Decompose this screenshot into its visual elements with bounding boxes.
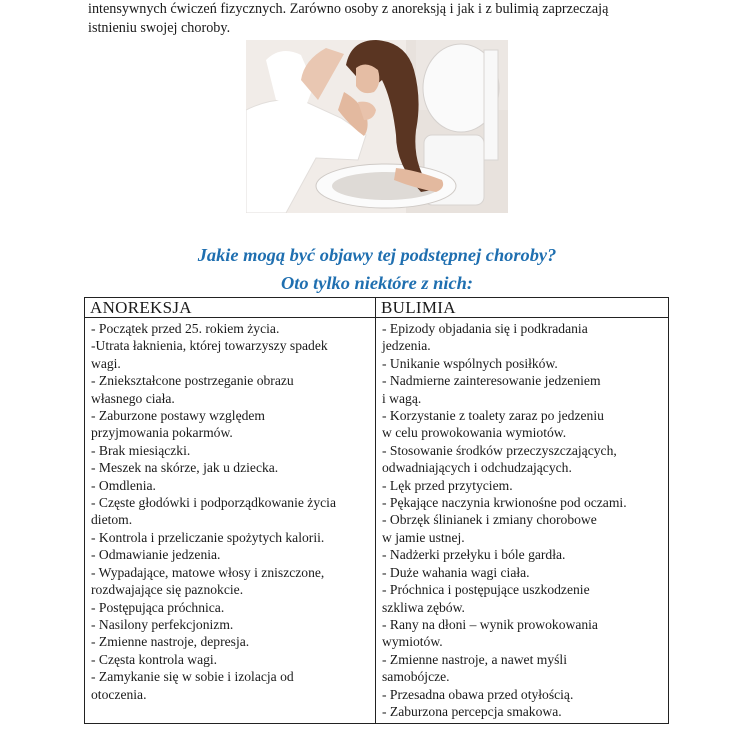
bulimia-symptom-line: w jamie ustnej. <box>382 529 465 545</box>
bulimia-symptom-line: w celu prowokowania wymiotów. <box>382 425 567 441</box>
anoreksja-symptom-line: - Kontrola i przeliczanie spożytych kalorii. <box>91 529 325 545</box>
anoreksja-symptom-line: otoczenia. <box>91 686 147 702</box>
bulimia-symptom-line: - Zaburzona percepcja smakowa. <box>382 703 562 719</box>
symptoms-table <box>84 297 669 724</box>
table-row <box>85 318 669 724</box>
anoreksja-symptom-line: - Wypadające, matowe włosy i zniszczone, <box>91 564 325 580</box>
anoreksja-symptom-line: - Zamykanie się w sobie i izolacja od <box>91 669 294 685</box>
symptoms-heading-line-2: Oto tylko niektóre z nich: <box>280 273 474 293</box>
anoreksja-symptom-line: - Nasilony perfekcjonizm. <box>91 616 234 632</box>
anoreksja-symptom-line: własnego ciała. <box>91 390 175 406</box>
anoreksja-symptom-line: dietom. <box>91 512 133 528</box>
bulimia-symptom-line: - Próchnica i postępujące uszkodzenie <box>382 582 590 598</box>
bulimia-symptom-line: jedzenia. <box>382 338 431 354</box>
anoreksja-symptom-line: - Meszek na skórze, jak u dziecka. <box>91 460 279 476</box>
column-header-anoreksja: ANOREKSJA <box>85 298 376 318</box>
bulimia-symptom-line: i wagą. <box>382 390 422 406</box>
bulimia-symptom-line: odwadniających i odchudzających. <box>382 460 572 476</box>
table-header-row <box>85 298 669 318</box>
anoreksja-symptom-line: - Zaburzone postawy względem <box>91 408 266 424</box>
anoreksja-symptom-line: - Brak miesiączki. <box>91 442 191 458</box>
anoreksja-symptom-line: - Postępująca próchnica. <box>91 599 225 615</box>
intro-paragraph <box>88 0 688 38</box>
anoreksja-symptom-line: przyjmowania pokarmów. <box>91 425 233 441</box>
bulimia-symptom-line: - Epizody objadania się i podkradania <box>382 321 588 336</box>
bulimia-symptom-line: - Rany na dłoni – wynik prowokowania <box>382 616 598 632</box>
bulimia-symptom-line: - Nadmierne zainteresowanie jedzeniem <box>382 373 601 389</box>
anoreksja-symptom-line: wagi. <box>91 355 121 371</box>
anoreksja-symptoms-cell <box>85 318 376 724</box>
anoreksja-symptom-line: - Odmawianie jedzenia. <box>91 547 221 563</box>
anoreksja-symptom-line: rozdwajające się paznokcie. <box>91 582 244 598</box>
anoreksja-symptom-line: - Początek przed 25. rokiem życia. <box>91 321 280 336</box>
symptoms-heading-line-1: Jakie mogą być objawy tej podstępnej choroby? <box>197 245 557 265</box>
bulimia-symptom-line: - Obrzęk ślinianek i zmiany chorobowe <box>382 512 597 528</box>
bulimia-symptom-line: - Pękające naczynia krwionośne pod oczami. <box>382 495 627 511</box>
bulimia-symptom-line: - Zmienne nastroje, a nawet myśli <box>382 651 567 667</box>
intro-line: istnieniu swojej choroby. <box>88 20 231 36</box>
anoreksja-symptom-line: - Zmienne nastroje, depresja. <box>91 634 250 650</box>
bulimia-symptom-line: samobójcze. <box>382 669 450 685</box>
anoreksja-symptom-line: -Utrata łaknienia, której towarzyszy spadek <box>91 338 328 354</box>
column-header-bulimia: BULIMIA <box>376 298 669 318</box>
bulimia-symptom-line: - Przesadna obawa przed otyłością. <box>382 686 574 702</box>
bulimia-symptom-line: - Lęk przed przytyciem. <box>382 477 513 493</box>
intro-line: intensywnych ćwiczeń fizycznych. Zarówno osoby z anoreksją i jak i z bulimią zaprzeczają <box>88 1 609 17</box>
woman-vomiting-photo <box>246 40 508 213</box>
anoreksja-symptom-line: - Częste głodówki i podporządkowanie życia <box>91 495 336 511</box>
anoreksja-symptom-line: - Omdlenia. <box>91 477 156 493</box>
bulimia-symptom-line: wymiotów. <box>382 634 443 650</box>
bulimia-symptom-line: szkliwa zębów. <box>382 599 465 615</box>
bulimia-symptom-line: - Stosowanie środków przeczyszczających, <box>382 442 617 458</box>
anoreksja-symptom-line: - Zniekształcone postrzeganie obrazu <box>91 373 294 389</box>
anoreksja-symptom-line: - Częsta kontrola wagi. <box>91 651 218 667</box>
bulimia-symptom-line: - Korzystanie z toalety zaraz po jedzeniu <box>382 408 604 424</box>
bulimia-symptom-line: - Unikanie wspólnych posiłków. <box>382 355 558 371</box>
bulimia-symptom-line: - Duże wahania wagi ciała. <box>382 564 530 580</box>
bulimia-symptom-line: - Nadżerki przełyku i bóle gardła. <box>382 547 566 563</box>
bulimia-symptoms-cell <box>376 318 669 724</box>
